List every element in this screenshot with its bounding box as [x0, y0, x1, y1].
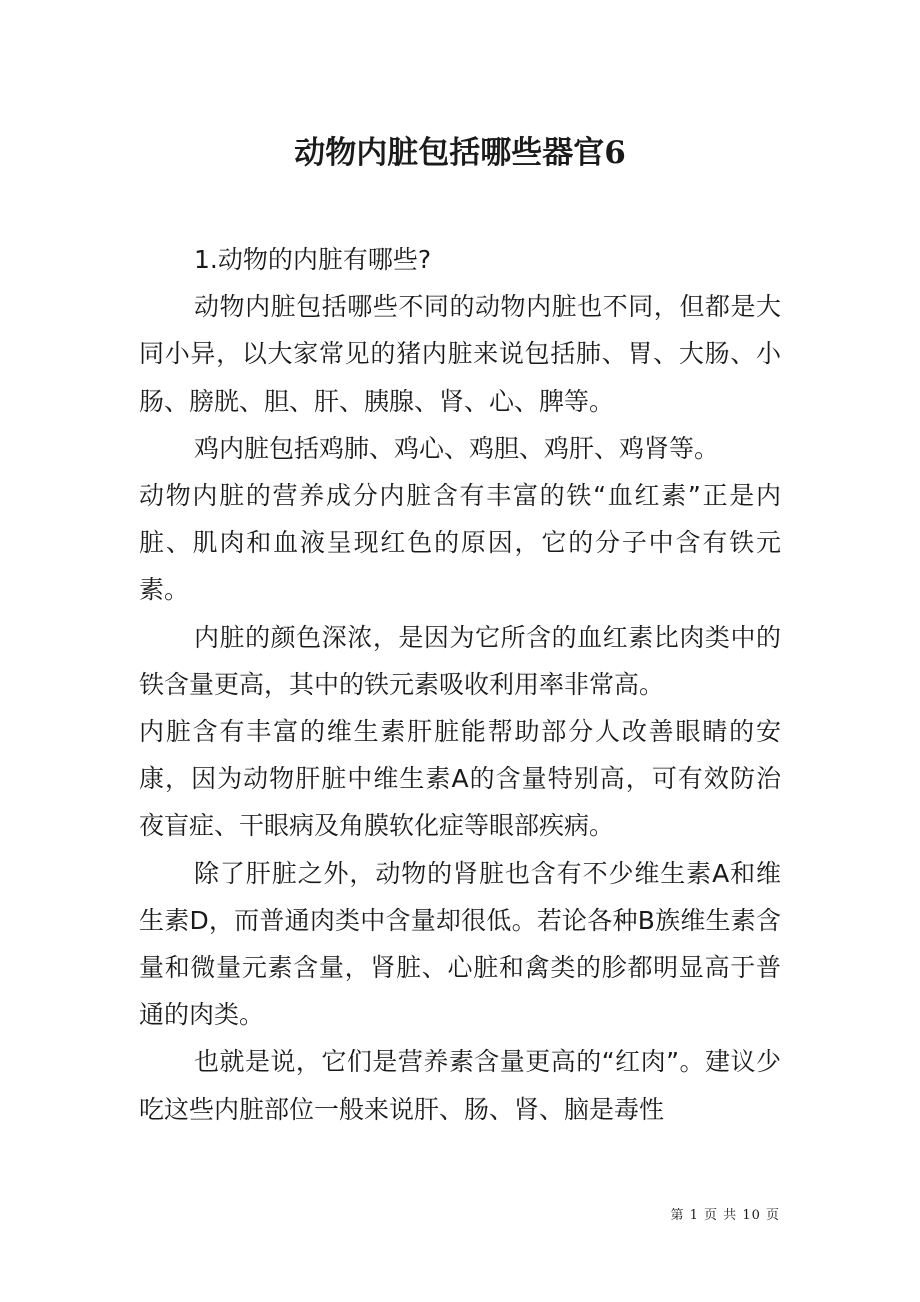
- page-number-footer: 第 1 页 共 10 页: [670, 1208, 780, 1223]
- paragraph-iron-absorption: 内脏的颜色深浓，是因为它所含的血红素比肉类中的铁含量更高，其中的铁元素吸收利用率非常高。: [139, 622, 781, 699]
- paragraph-kidney-vitamins: 除了肝脏之外，动物的肾脏也含有不少维生素A和维生素D，而普通肉类中含量却很低。若论各种B族维生素含量和微量元素含量，肾脏、心脏和禽类的胗都明显高于普通的肉类。: [139, 858, 781, 1030]
- paragraph-question: 1.动物的内脏有哪些?: [194, 245, 432, 274]
- paragraph-red-meat: 也就是说，它们是营养素含量更高的“红肉”。建议少吃这些内脏部位一般来说肝、肠、肾、脑是毒性: [139, 1047, 781, 1124]
- document-body: [139, 236, 781, 1133]
- paragraph-pig-organs: 动物内脏包括哪些不同的动物内脏也不同，但都是大同小异，以大家常见的猪内脏来说包括肺、胃、大肠、小肠、膀胱、胆、肝、胰腺、肾、心、脾等。: [139, 292, 781, 416]
- paragraph-heme-iron: 动物内脏的营养成分内脏含有丰富的铁“血红素”正是内脏、肌肉和血液呈现红色的原因，它的分子中含有铁元素。: [139, 481, 781, 605]
- paragraph-chicken-organs: 鸡内脏包括鸡肺、鸡心、鸡胆、鸡肝、鸡肾等。: [194, 433, 720, 463]
- paragraph-vitamin-a: 内脏含有丰富的维生素肝脏能帮助部分人改善眼睛的安康，因为动物肝脏中维生素A的含量特别高，可有效防治夜盲症、干眼病及角膜软化症等眼部疾病。: [139, 717, 781, 841]
- document-title: 动物内脏包括哪些器官6: [294, 135, 626, 171]
